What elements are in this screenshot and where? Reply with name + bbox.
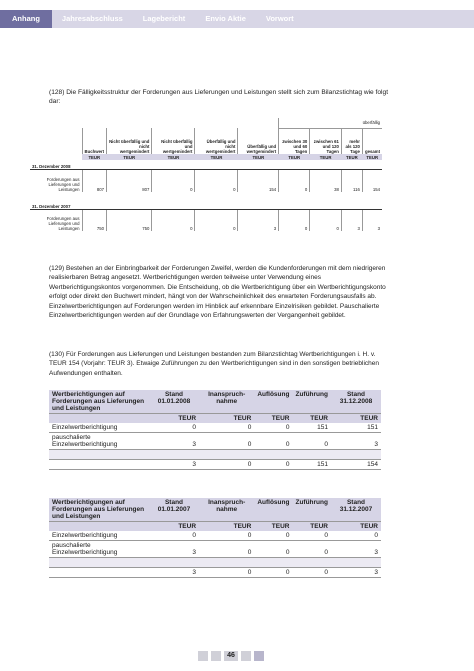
unit-label: TEUR <box>82 154 107 160</box>
unit-label: TEUR <box>341 154 362 160</box>
cell-value: 0 <box>292 433 331 450</box>
col-header: zwischen 61 und 120 Tagen <box>310 128 342 154</box>
row-label: Forderungen aus Lieferungen und Leistungen <box>46 216 80 231</box>
tab-vorwort[interactable]: Vorwort <box>256 10 304 28</box>
cell-value: 0 <box>279 170 310 192</box>
unit-label: TEUR <box>149 522 199 532</box>
total-value: 0 <box>199 568 254 578</box>
cell-value: 0 <box>279 209 310 231</box>
unit-label: TEUR <box>292 522 331 532</box>
total-value: 154 <box>331 460 381 470</box>
cell-value: 3 <box>149 541 199 558</box>
paragraph-128: (128) Die Fälligkeitsstruktur der Forderungen aus Lieferungen und Leistungen stellt sich zum Bilanzstichtag wie folgt dar: <box>49 89 389 106</box>
col-header: mehr als 120 Tage <box>341 128 362 154</box>
cell-value: 3 <box>362 209 382 231</box>
page-footer <box>198 651 264 661</box>
col-header: zwischen 30 und 60 Tagen <box>279 128 310 154</box>
total-value: 0 <box>292 568 331 578</box>
cell-value: 0 <box>199 531 254 541</box>
cell-value: 3 <box>341 209 362 231</box>
allowance-table-2007 <box>49 498 381 578</box>
cell-value: 0 <box>149 423 199 433</box>
col-header: Inanspruch-nahme <box>199 390 254 414</box>
cell-value: 0 <box>292 541 331 558</box>
row-label: Einzelwertberichtigung <box>49 423 149 433</box>
unit-label: TEUR <box>279 154 310 160</box>
unit-label: TEUR <box>254 522 292 532</box>
col-header: Stand 01.01.2007 <box>149 498 199 522</box>
row-label: Einzelwertberichtigung <box>49 531 149 541</box>
total-value: 3 <box>149 460 199 470</box>
tab-anhang[interactable]: Anhang <box>0 10 52 28</box>
total-value: 0 <box>254 568 292 578</box>
unit-label: TEUR <box>152 154 195 160</box>
cell-value: 0 <box>254 433 292 450</box>
row-label: pauschalierte Einzelwertberichtigung <box>49 433 149 450</box>
cell-value: 750 <box>82 209 107 231</box>
year-label-2007: 31. Dezember 2007 <box>30 192 382 210</box>
col-header: Überfällig und wertgemindert <box>238 128 279 154</box>
total-value: 0 <box>199 460 254 470</box>
cell-value: 38 <box>310 170 342 192</box>
footer-square <box>254 651 264 661</box>
col-header: Stand 31.12.2007 <box>331 498 381 522</box>
table-title: Wertberichtigungen auf Forderungen aus Lieferungen und Leistungen <box>49 498 149 522</box>
col-header: Auflösung <box>254 390 292 414</box>
footer-square <box>198 651 208 661</box>
cell-value: 750 <box>107 209 152 231</box>
cell-value: 0 <box>254 423 292 433</box>
col-header: Überfällig und nicht wertgemindert <box>195 128 238 154</box>
cell-value: 154 <box>238 170 279 192</box>
cell-value: 3 <box>331 541 381 558</box>
cell-value: 0 <box>292 531 331 541</box>
col-header: Zuführung <box>292 498 331 522</box>
col-header: gesamt <box>362 128 382 154</box>
table-title: Wertberichtigungen auf Forderungen aus Lieferungen und Leistungen <box>49 390 149 414</box>
col-header: Nicht überfällig und nicht wertgemindert <box>107 128 152 154</box>
col-header: Stand 31.12.2008 <box>331 390 381 414</box>
allowance-table-2008 <box>49 390 381 470</box>
maturity-table <box>30 118 382 231</box>
unit-label: TEUR <box>199 414 254 424</box>
cell-value: 0 <box>199 541 254 558</box>
unit-label: TEUR <box>107 154 152 160</box>
unit-label: TEUR <box>331 522 381 532</box>
col-header: Stand 01.01.2008 <box>149 390 199 414</box>
cell-value: 116 <box>341 170 362 192</box>
cell-value: 0 <box>310 209 342 231</box>
nav-bar-fill <box>304 10 474 28</box>
unit-label: TEUR <box>331 414 381 424</box>
col-header: Zuführung <box>292 390 331 414</box>
total-value: 0 <box>254 460 292 470</box>
cell-value: 151 <box>331 423 381 433</box>
unit-label: TEUR <box>199 522 254 532</box>
cell-value: 3 <box>149 433 199 450</box>
cell-value: 807 <box>82 170 107 192</box>
paragraph-130: (130) Für Forderungen aus Lieferungen und Leistungen bestanden zum Bilanzstichtag Wertberichtigungen i. H. v. TEUR 154 (Vorjahr: TEUR 3). Etwaige Zuführungen zu den Wertberichtigungen sind in den sonstigen betrieblichen Aufwendungen enthalten. <box>49 351 380 377</box>
col-header: Auflösung <box>254 498 292 522</box>
cell-value: 0 <box>254 531 292 541</box>
cell-value: 0 <box>152 170 195 192</box>
total-value: 3 <box>331 568 381 578</box>
cell-value: 0 <box>149 531 199 541</box>
page-number: 46 <box>224 651 238 661</box>
tab-jahresabschluss[interactable]: Jahresabschluss <box>52 10 133 28</box>
col-header: Buchwert <box>82 128 107 154</box>
year-label-2008: 31. Dezember 2008 <box>30 160 382 170</box>
unit-label: TEUR <box>362 154 382 160</box>
cell-value: 0 <box>195 209 238 231</box>
unit-label: TEUR <box>149 414 199 424</box>
unit-label: TEUR <box>292 414 331 424</box>
top-navigation <box>0 10 474 28</box>
cell-value: 0 <box>254 541 292 558</box>
tab-lagebericht[interactable]: Lagebericht <box>133 10 196 28</box>
cell-value: 3 <box>238 209 279 231</box>
row-label: pauschalierte Einzelwertberichtigung <box>49 541 149 558</box>
tab-envio-aktie[interactable]: Envio Aktie <box>195 10 256 28</box>
paragraph-129: (129) Bestehen an der Einbringbarkeit der Forderungen Zweifel, werden die Kundenforderungen mit dem niedrigeren realisierbaren Betrag angesetzt. Wertberichtigungen werden teilweise unter Verwendung eines Wertberichtigungskontos vorgenommen. Die Entscheidung, ob die Wertberichtigung über ein Wertberichtigungskonto erfolgt oder direkt den Buchwert mindert, hängt von der Wahrscheinlichkeit des erwarteten Forderungsausfalls ab. Einzelwertberichtigungen auf Forderungen werden im Hinblick auf erkennbare Einzelrisiken gebildet. Pauschalierte Einzelwertberichtigungen werden auf der Grundlage von Erfahrungswerten der Vergangenheit gebildet. <box>49 265 386 320</box>
footer-square <box>211 651 221 661</box>
overdue-group-header: überfällig <box>279 118 382 128</box>
unit-label: TEUR <box>310 154 342 160</box>
cell-value: 0 <box>199 423 254 433</box>
cell-value: 0 <box>199 433 254 450</box>
cell-value: 0 <box>152 209 195 231</box>
cell-value: 0 <box>195 170 238 192</box>
cell-value: 0 <box>331 531 381 541</box>
cell-value: 154 <box>362 170 382 192</box>
row-label: Forderungen aus Lieferungen und Leistungen <box>46 176 80 192</box>
cell-value: 807 <box>107 170 152 192</box>
footer-square <box>241 651 251 661</box>
unit-label: TEUR <box>254 414 292 424</box>
col-header: Nicht überfällig und wertgemindert <box>152 128 195 154</box>
total-value: 151 <box>292 460 331 470</box>
col-header: Inanspruch-nahme <box>199 498 254 522</box>
unit-label: TEUR <box>238 154 279 160</box>
total-value: 3 <box>149 568 199 578</box>
unit-label: TEUR <box>195 154 238 160</box>
cell-value: 151 <box>292 423 331 433</box>
cell-value: 3 <box>331 433 381 450</box>
